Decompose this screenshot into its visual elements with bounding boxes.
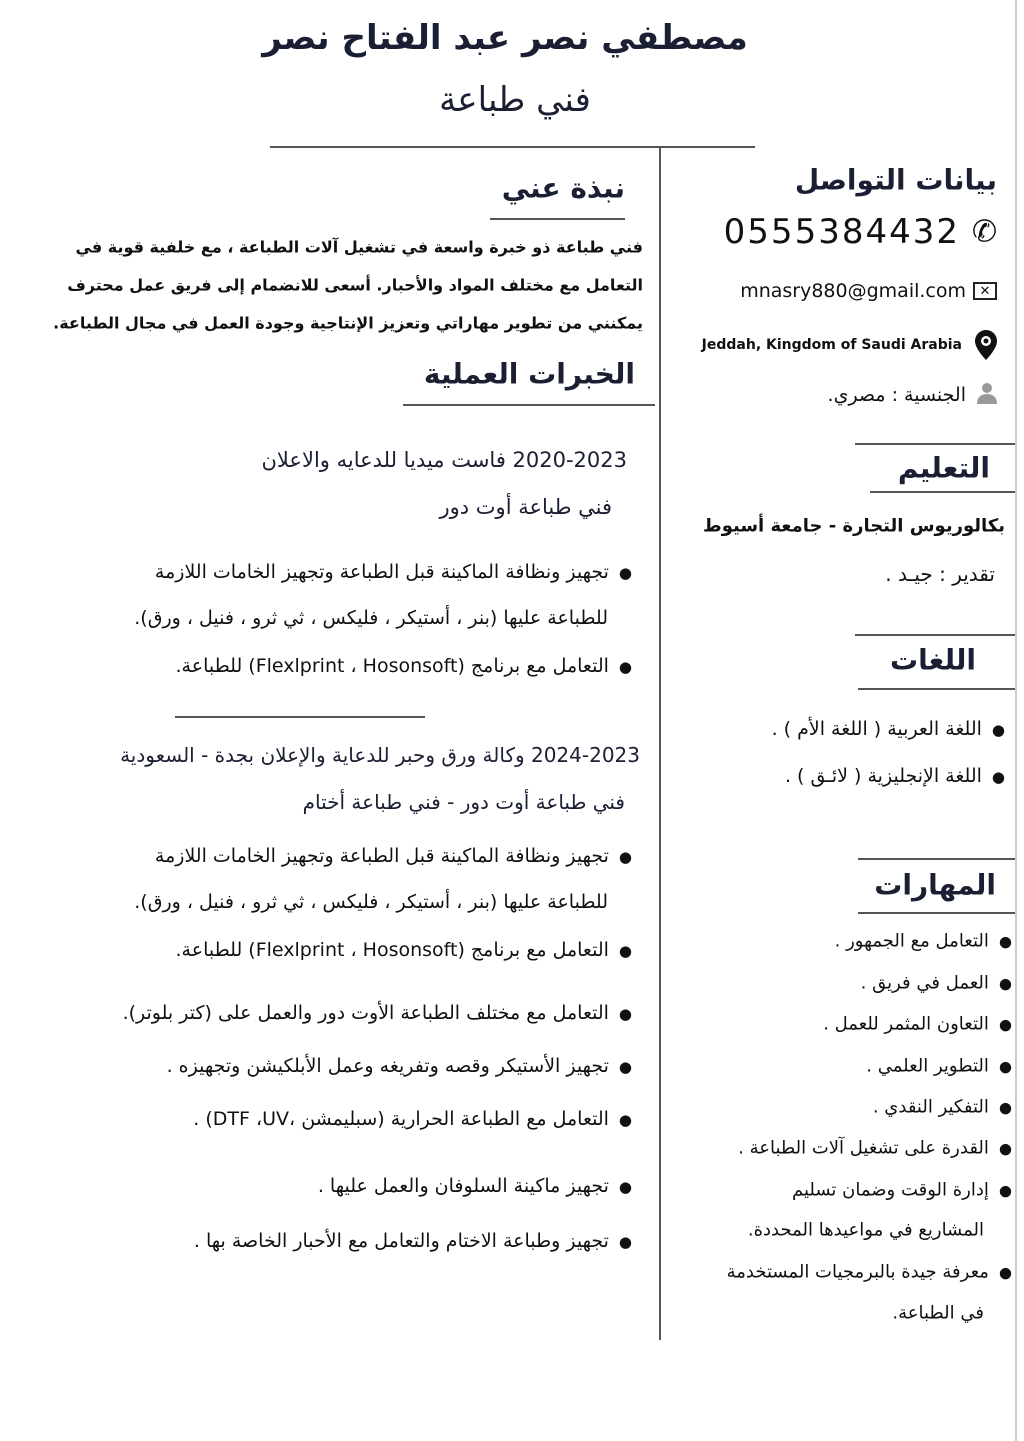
job-role-2: فني طباعة أوت دور - فني طباعة أختام: [302, 790, 625, 814]
job-bullet: ● تجهيز ونظافة الماكينة قبل الطباعة وتجهيز الخامات اللازمة: [155, 561, 632, 583]
language-item: ● اللغة الإنجليزية ( لائـق ) .: [785, 765, 1005, 787]
job-bullet: ● تجهيز وطباعة الاختام والتعامل مع الأحبار الخاصة بها .: [194, 1230, 632, 1252]
column-divider: [659, 147, 661, 1340]
job-bullet: ● التعامل مع برنامج (Flexlprint ، Hosonsoft) للطباعة.: [176, 655, 632, 677]
job-bullet: ● تجهيز الأستيكر وقصه وتفريغه وعمل الأبلكيشن وتجهيزه .: [167, 1055, 632, 1077]
job-role-1: فني طباعة أوت دور: [439, 495, 612, 519]
about-line: يمكنني من تطوير مهاراتي وتعزيز الإنتاجية وجودة العمل في مجال الطباعة.: [53, 313, 643, 333]
education-top-rule: [855, 443, 1015, 445]
skills-heading: المهارات: [874, 868, 996, 902]
education-grade: تقدير : جيـد .: [885, 562, 995, 586]
job-bullet: ● تجهيز ونظافة الماكينة قبل الطباعة وتجهيز الخامات اللازمة: [155, 845, 632, 867]
skill-item: ● معرفة جيدة بالبرمجيات المستخدمة: [727, 1262, 1012, 1283]
location: Jeddah, Kingdom of Saudi Arabia: [701, 337, 962, 353]
job-bullet: ● تجهيز ماكينة السلوفان والعمل عليها .: [318, 1175, 632, 1197]
languages-top-rule: [855, 634, 1015, 636]
job-bullet: ● التعامل مع مختلف الطباعة الأوت دور والعمل على (كتر بلوتر).: [123, 1002, 632, 1024]
education-bottom-rule: [870, 491, 1015, 493]
about-heading: نبذة عني: [501, 171, 625, 205]
education-heading: التعليم: [897, 451, 990, 485]
person-icon: [977, 382, 997, 404]
job-title-2: 2024-2023 وكالة ورق وحبر للدعاية والإعلان بجدة - السعودية: [120, 743, 640, 767]
skill-item: ● القدرة على تشغيل آلات الطباعة .: [738, 1138, 1012, 1159]
job-separator: [175, 716, 425, 718]
page-right-border: [1015, 0, 1017, 1441]
about-underline: [490, 218, 625, 220]
job-title: فني طباعة: [439, 80, 591, 120]
skill-item: ● إدارة الوقت وضمان تسليم: [792, 1180, 1012, 1201]
about-line: التعامل مع مختلف المواد والأحبار. أسعى للانضمام إلى فريق عمل محترف: [67, 275, 643, 295]
job-bullet: ● التعامل مع برنامج (Flexlprint ، Hosonsoft) للطباعة.: [176, 939, 632, 961]
skill-item: ● التفكير النقدي .: [873, 1097, 1012, 1118]
education-degree: بكالوريوس التجارة - جامعة أسيوط: [703, 515, 1005, 537]
languages-heading: اللغات: [890, 643, 976, 677]
skill-item: ● العمل في فريق .: [861, 973, 1012, 994]
header-divider: [270, 146, 755, 148]
experience-underline: [403, 404, 655, 406]
skill-item: ● التعامل مع الجمهور .: [835, 931, 1012, 952]
job-title-1: 2020-2023 فاست ميديا للدعايه والاعلان: [261, 448, 627, 472]
map-pin-icon: [975, 330, 997, 360]
skills-bottom-rule: [858, 912, 1015, 914]
contact-heading: بيانات التواصل: [794, 163, 997, 197]
languages-bottom-rule: [858, 688, 1015, 690]
skill-item-continuation: في الطباعة.: [892, 1302, 984, 1324]
about-line: فني طباعة ذو خبرة واسعة في تشغيل آلات الطباعة ، مع خلفية قوية في: [75, 237, 643, 257]
job-bullet-continuation: للطباعة عليها (بنر ، أستيكر ، فليكس ، ثي ثرو ، فنيل ، ورق).: [134, 607, 608, 629]
skill-item: ● التعاون المثمر للعمل .: [823, 1014, 1012, 1035]
job-bullet: ● التعامل مع الطباعة الحرارية (سبليمشن ،DTF ،UV) .: [193, 1108, 632, 1130]
language-item: ● اللغة العربية ( اللغة الأم ) .: [772, 718, 1005, 740]
job-bullet-continuation: للطباعة عليها (بنر ، أستيكر ، فليكس ، ثي ثرو ، فنيل ، ورق).: [134, 891, 608, 913]
envelope-icon: ✕: [973, 282, 997, 300]
phone-number: 0555384432: [723, 212, 960, 252]
skill-item-continuation: المشاريع في مواعيدها المحددة.: [747, 1219, 984, 1241]
nationality: الجنسية : مصري.: [827, 384, 966, 406]
email: mnasry880@gmail.com: [740, 280, 966, 302]
candidate-name: مصطفي نصر عبد الفتاح نصر: [262, 18, 748, 58]
skills-top-rule: [858, 858, 1015, 860]
phone-icon: ✆: [972, 214, 998, 250]
skill-item: ● التطوير العلمي .: [866, 1056, 1012, 1077]
experience-heading: الخبرات العملية: [423, 357, 635, 391]
